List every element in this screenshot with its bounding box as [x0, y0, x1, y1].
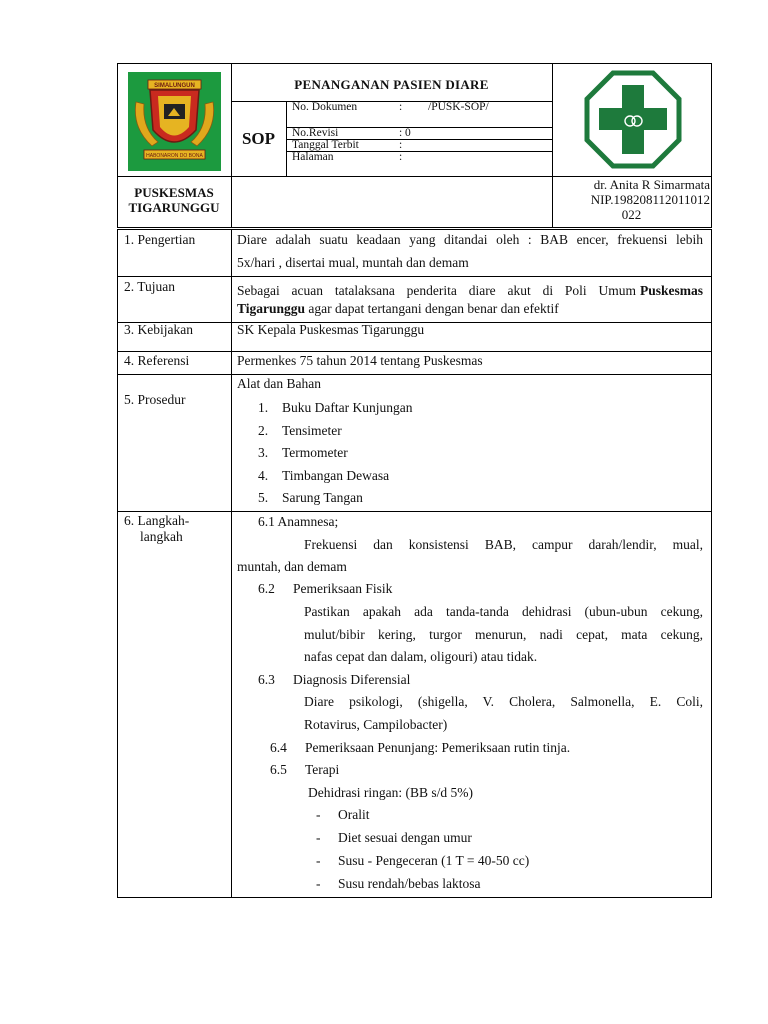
logo-banner-text: HABONARON DO BONA — [146, 153, 203, 159]
diag-heading: Diagnosis Diferensial — [293, 672, 411, 687]
row-divider-4 — [117, 374, 712, 375]
meta-label-no-revisi: No.Revisi — [292, 127, 339, 139]
org-name-line2: TIGARUNGGU — [128, 200, 220, 215]
kebijakan-label: 3. Kebijakan — [124, 322, 193, 337]
tujuan-line1-text: Sebagai acuan tatalaksana penderita diare akut di Poli Umum — [237, 283, 636, 298]
prosedur-item-num: 2. — [258, 423, 269, 438]
terapi-heading: Terapi — [305, 762, 340, 777]
meta-sep-tanggal-terbit: : — [399, 139, 403, 151]
prosedur-item: Termometer — [282, 445, 348, 460]
tujuan-line2-text: agar dapat tertangani dengan benar dan efektif — [308, 301, 559, 316]
terapi-item: Susu rendah/bebas laktosa — [338, 876, 481, 891]
header-title-divider — [231, 101, 552, 102]
body-border-top — [117, 229, 712, 230]
anamnesa-line1: Frekuensi dan konsistensi BAB, campur darah/lendir, mual, — [304, 537, 703, 552]
header-border-top — [117, 63, 712, 64]
header-sop-divider — [286, 101, 287, 177]
tujuan-label: 2. Tujuan — [124, 279, 176, 294]
langkah-label-line2: langkah — [140, 529, 183, 544]
simalungun-logo — [128, 72, 221, 171]
diag-line2: Rotavirus, Campilobacter) — [304, 717, 448, 732]
terapi-item: Diet sesuai dengan umur — [338, 830, 472, 845]
prosedur-item-num: 5. — [258, 490, 269, 505]
fisik-heading: Pemeriksaan Fisik — [293, 581, 393, 596]
terapi-item-dash: - — [316, 830, 321, 845]
logo-ribbon-text: SIMALUNGUN — [154, 83, 195, 89]
meta-label-no-dokumen: No. Dokumen — [292, 101, 358, 113]
meta-value-no-revisi: 0 — [405, 127, 411, 139]
fisik-line2: mulut/bibir kering, turgor menurun, nadi cepat, mata cekung, — [304, 627, 703, 642]
fisik-line1: Pastikan apakah ada tanda-tanda dehidrasi (ubun-ubun cekung, — [304, 604, 703, 619]
meta-sep-halaman: : — [399, 151, 403, 163]
sop-label: SOP — [241, 129, 276, 148]
anamnesa-heading: 6.1 Anamnesa; — [258, 514, 339, 529]
terapi-item-dash: - — [316, 807, 321, 822]
tujuan-line2 — [237, 301, 559, 317]
body-col-divider — [231, 229, 232, 898]
meta-sep-no-revisi: : — [399, 127, 403, 139]
org-name-line1: PUSKESMAS — [134, 185, 214, 200]
terapi-item: Susu - Pengeceran (1 T = 40-50 cc) — [338, 853, 530, 868]
fisik-line3: nafas cepat dan dalam, oligouri) atau tidak. — [304, 649, 538, 664]
diag-line1: Diare psikologi, (shigella, V. Cholera, Salmonella, E. Coli, — [304, 694, 703, 709]
prosedur-item-num: 1. — [258, 400, 269, 415]
prosedur-item: Sarung Tangan — [282, 490, 363, 505]
prosedur-item-num: 3. — [258, 445, 269, 460]
meta-label-halaman: Halaman — [292, 151, 334, 163]
prosedur-item: Buku Daftar Kunjungan — [282, 400, 413, 415]
prosedur-item: Tensimeter — [282, 423, 342, 438]
terapi-item-dash: - — [316, 853, 321, 868]
body-border-right — [711, 229, 712, 898]
row-divider-1 — [117, 276, 712, 277]
page-title: PENANGANAN PASIEN DIARE — [294, 77, 489, 92]
penunjang-text: Pemeriksaan Penunjang: Pemeriksaan rutin tinja. — [305, 740, 571, 755]
prosedur-label: 5. Prosedur — [124, 392, 186, 407]
diag-num: 6.3 — [258, 672, 275, 687]
referensi-label: 4. Referensi — [124, 353, 190, 368]
tujuan-line1 — [237, 283, 703, 299]
header-border-right — [711, 63, 712, 228]
row-divider-5 — [117, 511, 712, 512]
signatory-nip-line2: 022 — [621, 207, 642, 222]
puskesmas-logo — [584, 70, 682, 169]
meta-sep-no-dokumen: : — [399, 101, 403, 113]
body-border-bottom — [117, 897, 712, 898]
penunjang-num: 6.4 — [270, 740, 287, 755]
tujuan-line2-bold: Tigarunggu — [237, 301, 306, 316]
terapi-item: Oralit — [338, 807, 370, 822]
tujuan-line1-bold: Puskesmas — [639, 283, 703, 298]
terapi-item-dash: - — [316, 876, 321, 891]
pengertian-label: 1. Pengertian — [124, 232, 196, 247]
prosedur-item: Timbangan Dewasa — [282, 468, 390, 483]
pengertian-line1: Diare adalah suatu keadaan yang ditandai oleh : BAB encer, frekuensi lebih — [237, 232, 703, 247]
langkah-label-line1: 6. Langkah- — [124, 513, 190, 528]
anamnesa-line2: muntah, dan demam — [237, 559, 347, 574]
meta-label-tanggal-terbit: Tanggal Terbit — [292, 139, 359, 151]
pengertian-line2: 5x/hari , disertai mual, muntah dan demam — [237, 255, 469, 270]
fisik-num: 6.2 — [258, 581, 275, 596]
row-divider-3 — [117, 351, 712, 352]
terapi-num: 6.5 — [270, 762, 287, 777]
kebijakan-text: SK Kepala Puskesmas Tigarunggu — [237, 322, 425, 337]
terapi-sub: Dehidrasi ringan: (BB s/d 5%) — [308, 785, 473, 800]
prosedur-item-num: 4. — [258, 468, 269, 483]
prosedur-heading: Alat dan Bahan — [237, 376, 321, 391]
body-border-left — [117, 229, 118, 898]
header-border-bottom — [117, 227, 712, 228]
meta-value-no-dokumen: /PUSK-SOP/ — [428, 101, 489, 113]
signatory-name: dr. Anita R Simarmata — [593, 177, 710, 192]
referensi-text: Permenkes 75 tahun 2014 tentang Puskesmas — [237, 353, 483, 368]
signatory-nip-line1: NIP.198208112011012 — [590, 192, 710, 207]
